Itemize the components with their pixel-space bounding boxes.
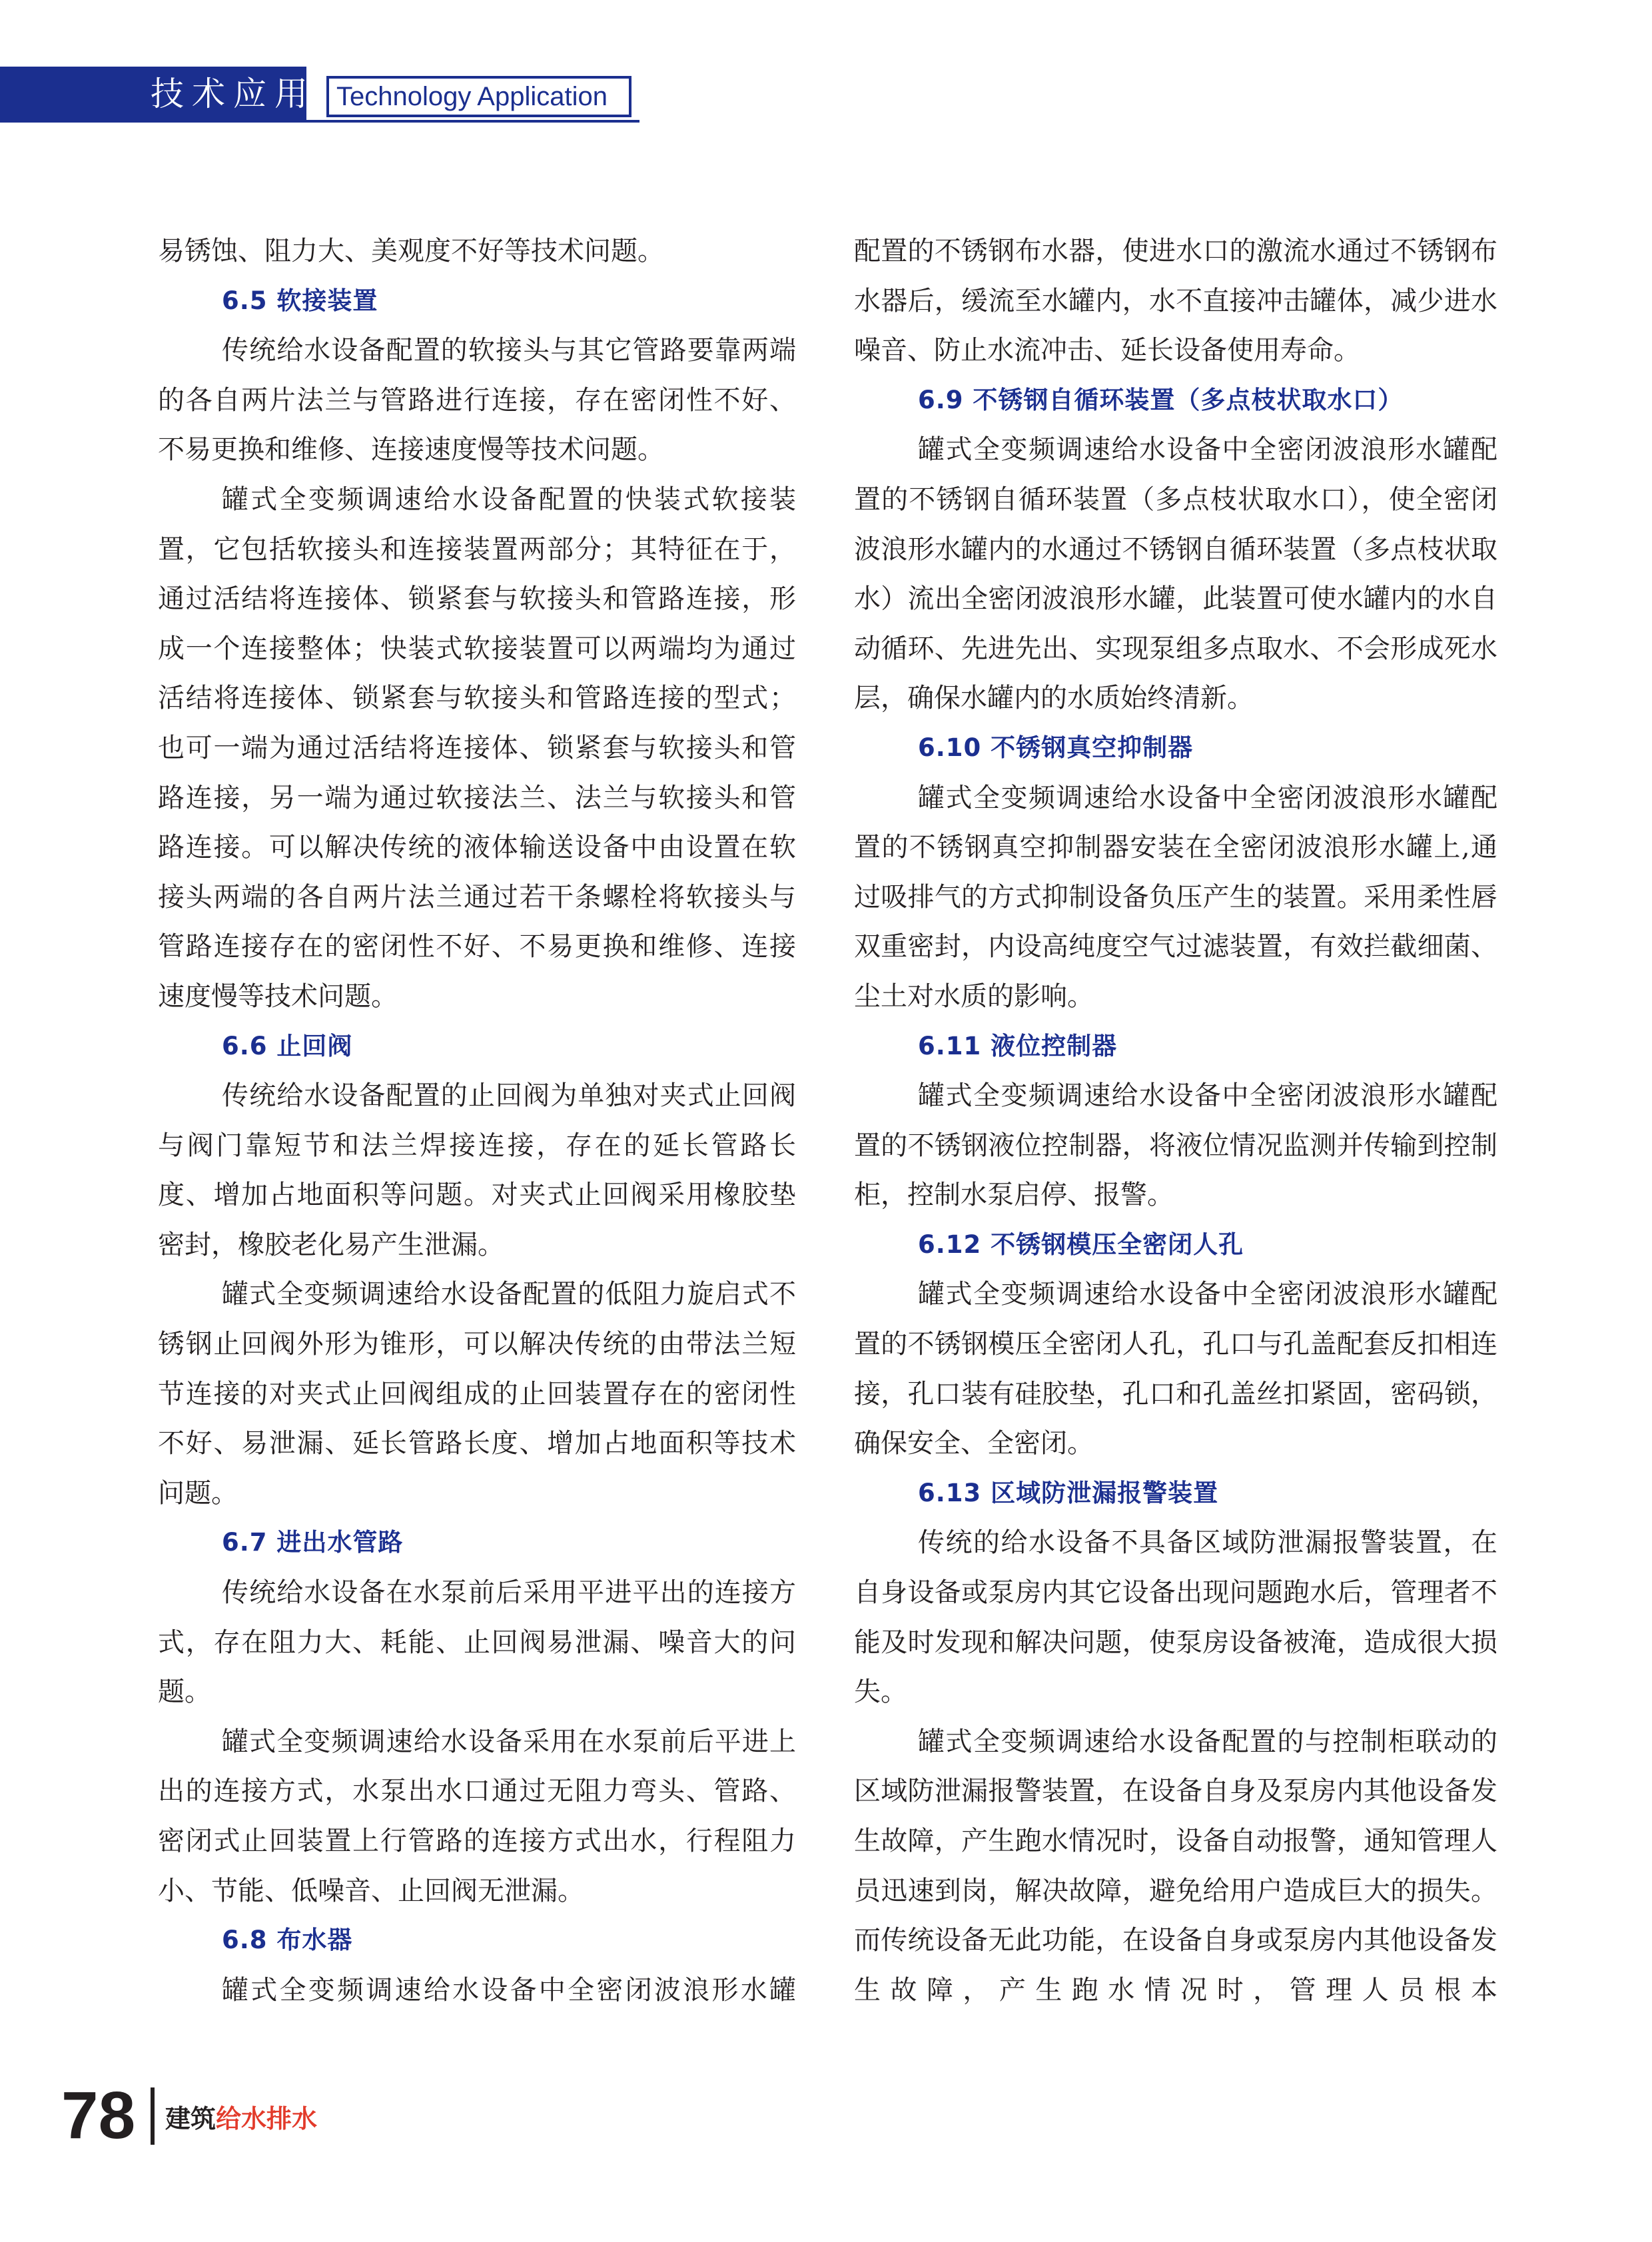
journal-logo-part-a: 建筑 [165,2104,216,2133]
section-heading: 6.13 区域防泄漏报警装置 [918,1478,1219,1507]
body-paragraph: 配置的不锈钢布水器，使进水口的激流水通过不锈钢布水器后，缓流至水罐内，水不直接冲击罐体，减少进水噪音、防止水流冲击、延长设备使用寿命。 [854,236,1497,366]
section-heading: 6.6 止回阀 [222,1031,353,1060]
section-heading: 6.7 进出水管路 [222,1528,404,1557]
section-heading: 6.8 布水器 [222,1926,353,1955]
body-paragraph: 罐式全变频调速给水设备配置的快装式软接装置，它包括软接头和连接装置两部分；其特征在于，通过活结将连接体、锁紧套与软接头和管路连接，形成一个连接整体；快装式软接装置可以两端均为通过活结将连接体、锁紧套与软接头和管路连接的型式；也可一端为通过活结将连接体、锁紧套与软接头和管路连接，另一端为通过软接法兰、法兰与软接头和管路连接。可以解决传统的液体输送设备中由设置在软接头两端的各自两片法兰通过若干条螺栓将软接头与管路连接存在的密闭性不好、不易更换和维修、连接速度慢等技术问题。 [158,484,796,1012]
body-paragraph: 罐式全变频调速给水设备中全密闭波浪形水罐配置的不锈钢模压全密闭人孔，孔口与孔盖配套反扣相连接，孔口装有硅胶垫，孔口和孔盖丝扣紧固，密码锁，确保安全、全密闭。 [854,1279,1497,1459]
section-heading: 6.5 软接装置 [222,286,378,315]
body-paragraph: 罐式全变频调速给水设备配置的低阻力旋启式不锈钢止回阀外形为锥形，可以解决传统的由带法兰短节连接的对夹式止回阀组成的止回装置存在的密闭性不好、易泄漏、延长管路长度、增加占地面积等技术问题。 [158,1279,796,1509]
page-number: 78 [61,2078,136,2153]
right-column [854,226,1497,2015]
section-title-en: Technology Application [336,82,608,111]
body-paragraph: 易锈蚀、阻力大、美观度不好等技术问题。 [158,236,664,266]
body-paragraph: 罐式全变频调速给水设备配置的与控制柜联动的区域防泄漏报警装置，在设备自身及泵房内其他设备发生故障，产生跑水情况时，设备自动报警，通知管理人员迅速到岗，解决故障，避免给用户造成巨大的损失。而传统设备无此功能，在设备自身或泵房内其他设备发生故障，产生跑水情况时，管理人员根本 [854,1726,1497,2006]
left-column [158,226,796,2015]
section-heading: 6.11 液位控制器 [918,1031,1118,1060]
body-paragraph: 罐式全变频调速给水设备中全密闭波浪形水罐配置的不锈钢液位控制器，将液位情况监测并传输到控制柜，控制水泵启停、报警。 [854,1080,1497,1211]
section-heading: 6.9 不锈钢自循环装置（多点枝状取水口） [918,385,1404,414]
section-title-cn: 技术应用 [151,75,316,113]
body-paragraph: 罐式全变频调速给水设备中全密闭波浪形水罐配置的不锈钢自循环装置（多点枝状取水口），使全密闭波浪形水罐内的水通过不锈钢自循环装置（多点枝状取水）流出全密闭波浪形水罐，此装置可使水罐内的水自动循环、先进先出、实现泵组多点取水、不会形成死水层，确保水罐内的水质始终清新。 [854,434,1497,714]
journal-logo-part-b: 给水排水 [216,2104,318,2133]
body-paragraph: 罐式全变频调速给水设备采用在水泵前后平进上出的连接方式，水泵出水口通过无阻力弯头、管路、密闭式止回装置上行管路的连接方式出水，行程阻力小、节能、低噪音、止回阀无泄漏。 [158,1726,796,1906]
section-heading: 6.10 不锈钢真空抑制器 [918,733,1194,762]
body-paragraph: 传统的给水设备不具备区域防泄漏报警装置，在自身设备或泵房内其它设备出现问题跑水后，管理者不能及时发现和解决问题，使泵房设备被淹，造成很大损失。 [854,1527,1497,1708]
body-paragraph: 传统给水设备配置的软接头与其它管路要靠两端的各自两片法兰与管路进行连接，存在密闭性不好、不易更换和维修、连接速度慢等技术问题。 [158,335,796,466]
body-paragraph: 传统给水设备配置的止回阀为单独对夹式止回阀与阀门靠短节和法兰焊接连接，存在的延长管路长度、增加占地面积等问题。对夹式止回阀采用橡胶垫密封，橡胶老化易产生泄漏。 [158,1080,796,1260]
journal-logo [165,2103,317,2134]
header-rule [0,120,639,123]
body-paragraph: 传统给水设备在水泵前后采用平进平出的连接方式，存在阻力大、耗能、止回阀易泄漏、噪音大的问题。 [158,1577,796,1708]
section-heading: 6.12 不锈钢模压全密闭人孔 [918,1230,1244,1259]
body-paragraph: 罐式全变频调速给水设备中全密闭波浪形水罐配置的不锈钢真空抑制器安装在全密闭波浪形水罐上,通过吸排气的方式抑制设备负压产生的装置。采用柔性唇双重密封，内设高纯度空气过滤装置，有效拦截细菌、尘土对水质的影响。 [854,782,1497,1012]
body-paragraph: 罐式全变频调速给水设备中全密闭波浪形水罐 [222,1974,796,2006]
footer-divider [151,2087,155,2145]
